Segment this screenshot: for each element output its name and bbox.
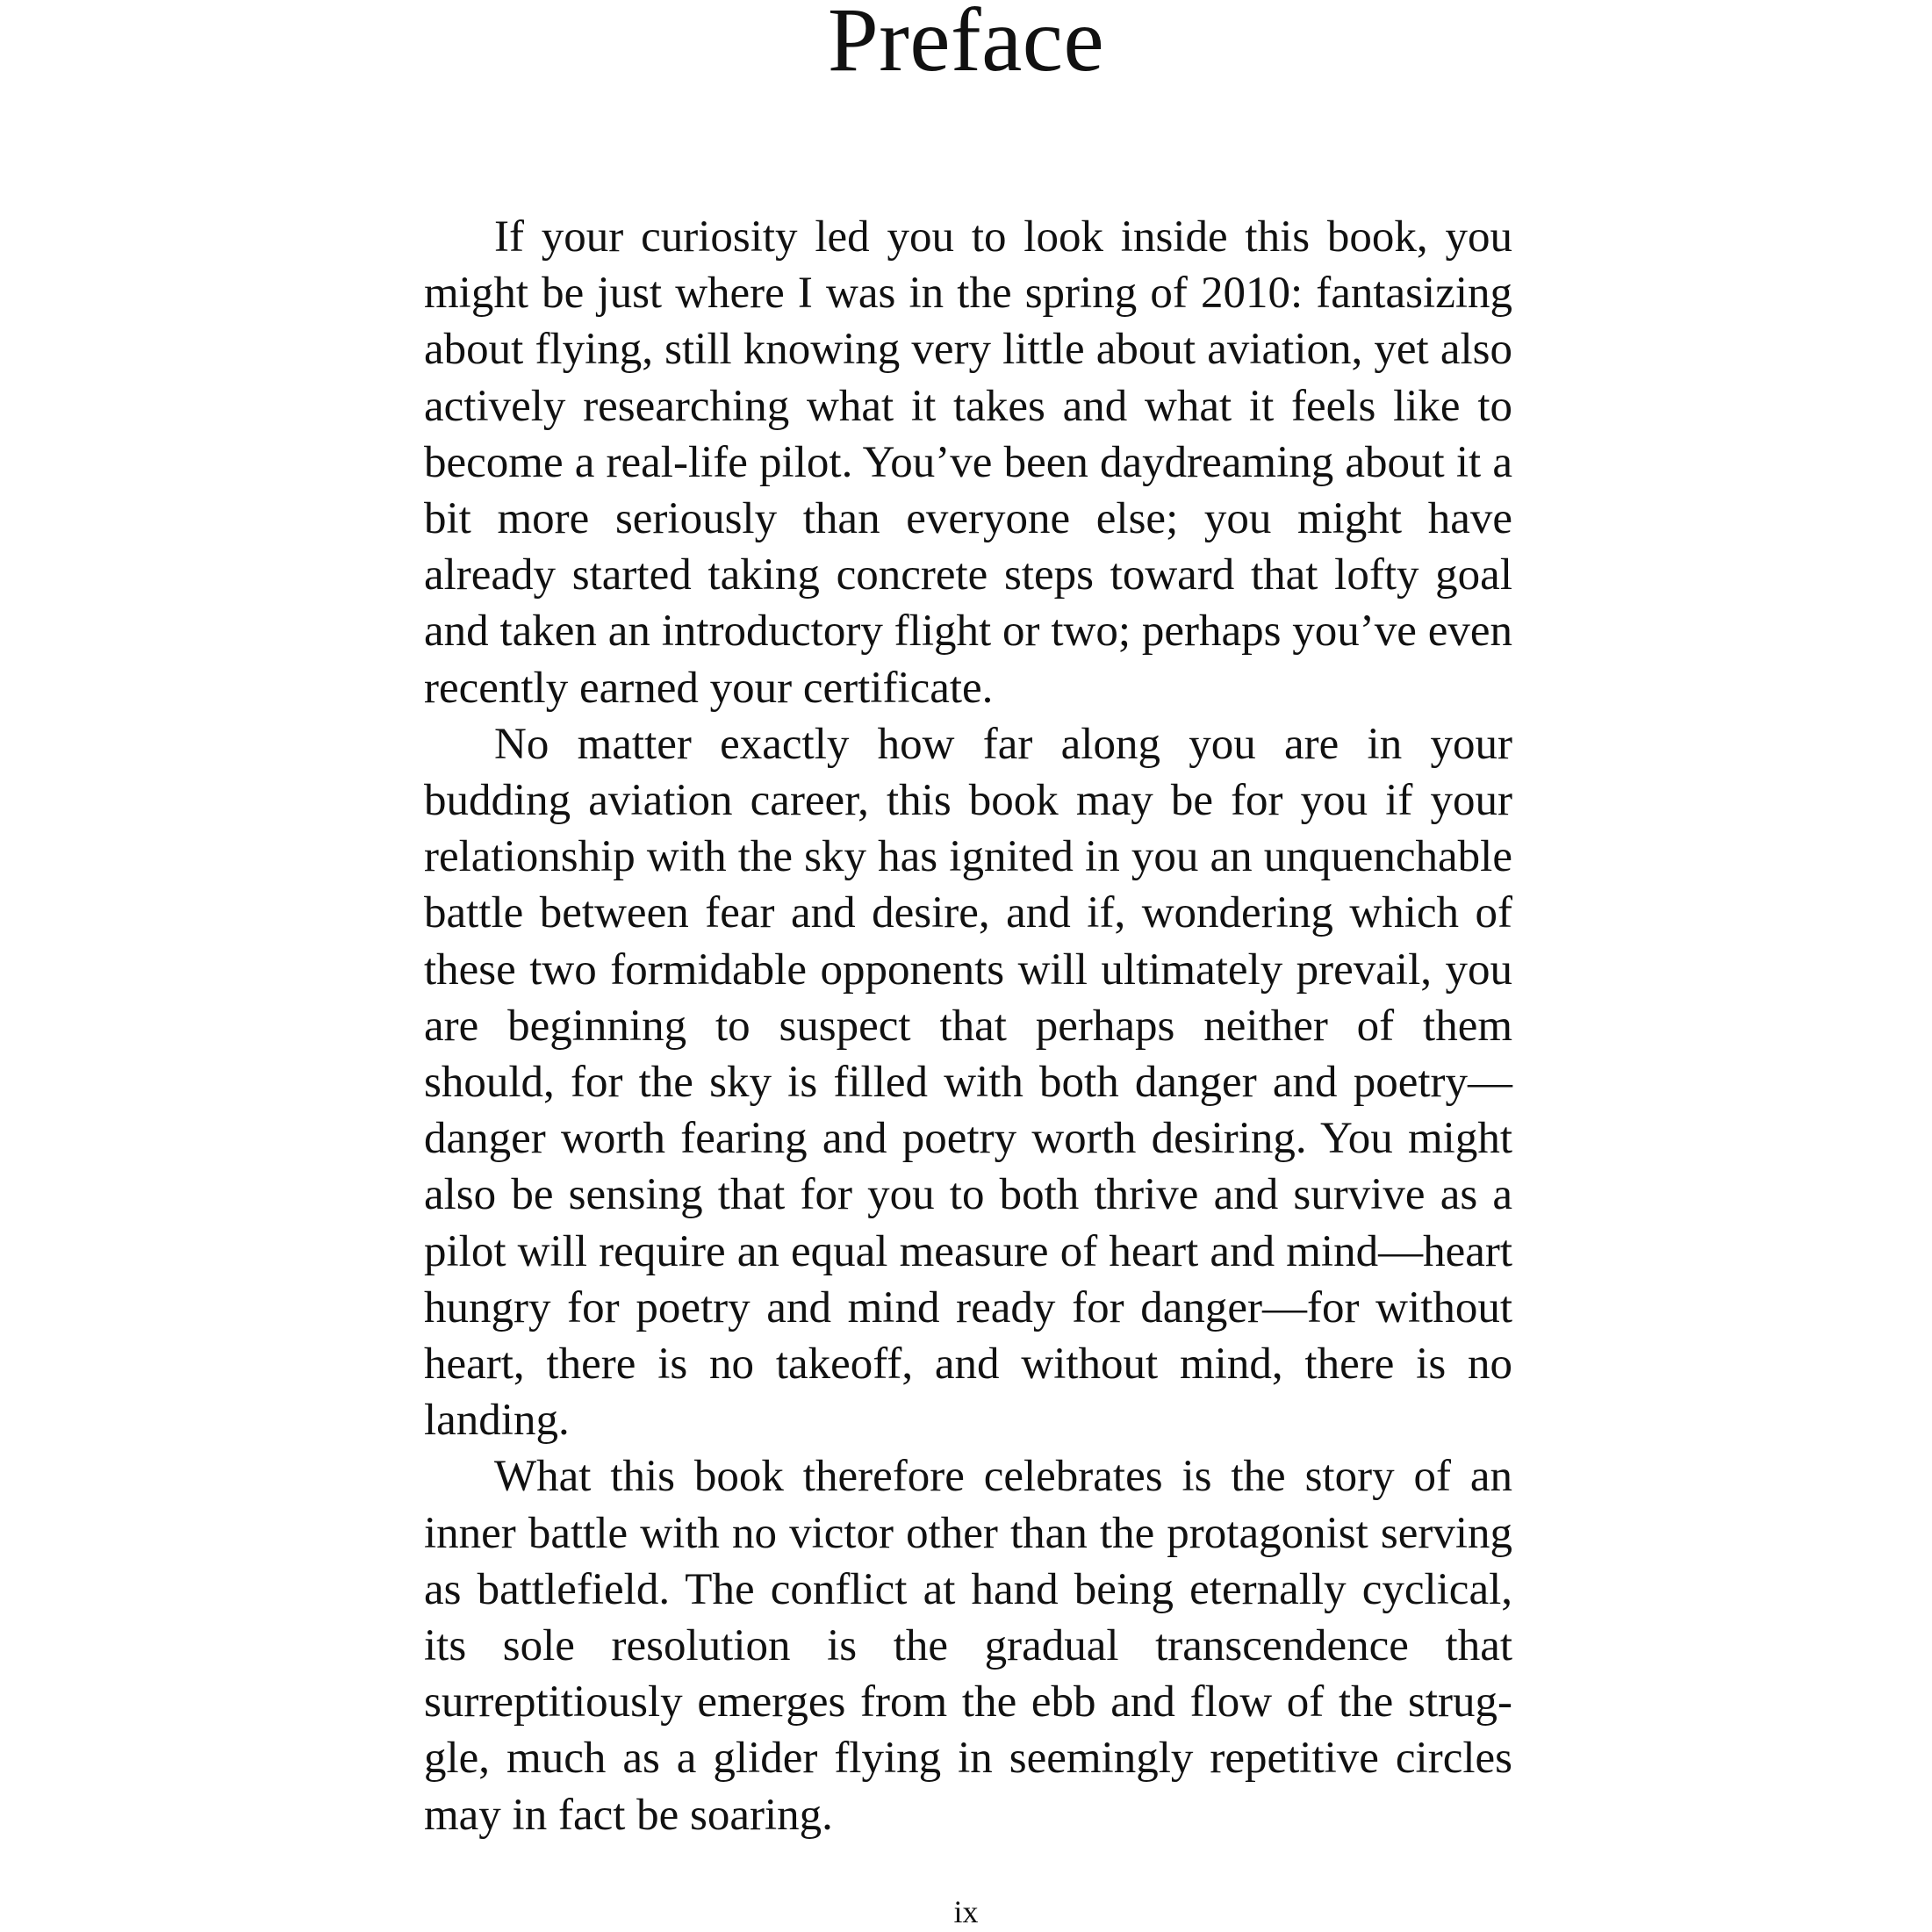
- page-number: ix: [953, 1894, 979, 1929]
- paragraph-2: No matter exactly how far along you are in your budding aviation career, this book may be for you if your relationship with the sky has ignited in you an unquenchable battle between fear and desire, and if, wondering which of these two formidable opponents will ultimately prevail, you are beginning to suspect that perhaps neither of them should, for the sky is filled with both danger and poetry—danger worth fearing and poetry worth desiring. You might also be sensing that for you to both thrive and survive as a pilot will require an equal measure of heart and mind—heart hungry for poetry and mind ready for danger—for without heart, there is no takeoff, and without mind, there is no landing.: [424, 719, 1512, 1446]
- paragraph-3: What this book therefore celebrates is the story of an inner battle with no victor other than the protagonist serving as battlefield. The conflict at hand being eternally cyclical, its sole resolution is the gradual transcendence that surreptitiously emerges from the ebb and flow of the struggle, much as a glider flying in seemingly repetitive circles may in fact be soaring.: [424, 1452, 1512, 1840]
- page-title: Preface: [827, 0, 1105, 90]
- preface-body: [424, 209, 1512, 1843]
- paragraph-1: If your curiosity led you to look inside this book, you might be just where I was in the spring of 2010: fantasizing about flying, still knowing very little about aviation, yet also actively researching what it takes and what it feels like to become a real-life pilot. You’ve been daydreaming about it a bit more seriously than everyone else; you might have already started taking concrete steps toward that lofty goal and taken an introductory flight or two; perhaps you’ve even recently earned your certificate.: [424, 212, 1512, 713]
